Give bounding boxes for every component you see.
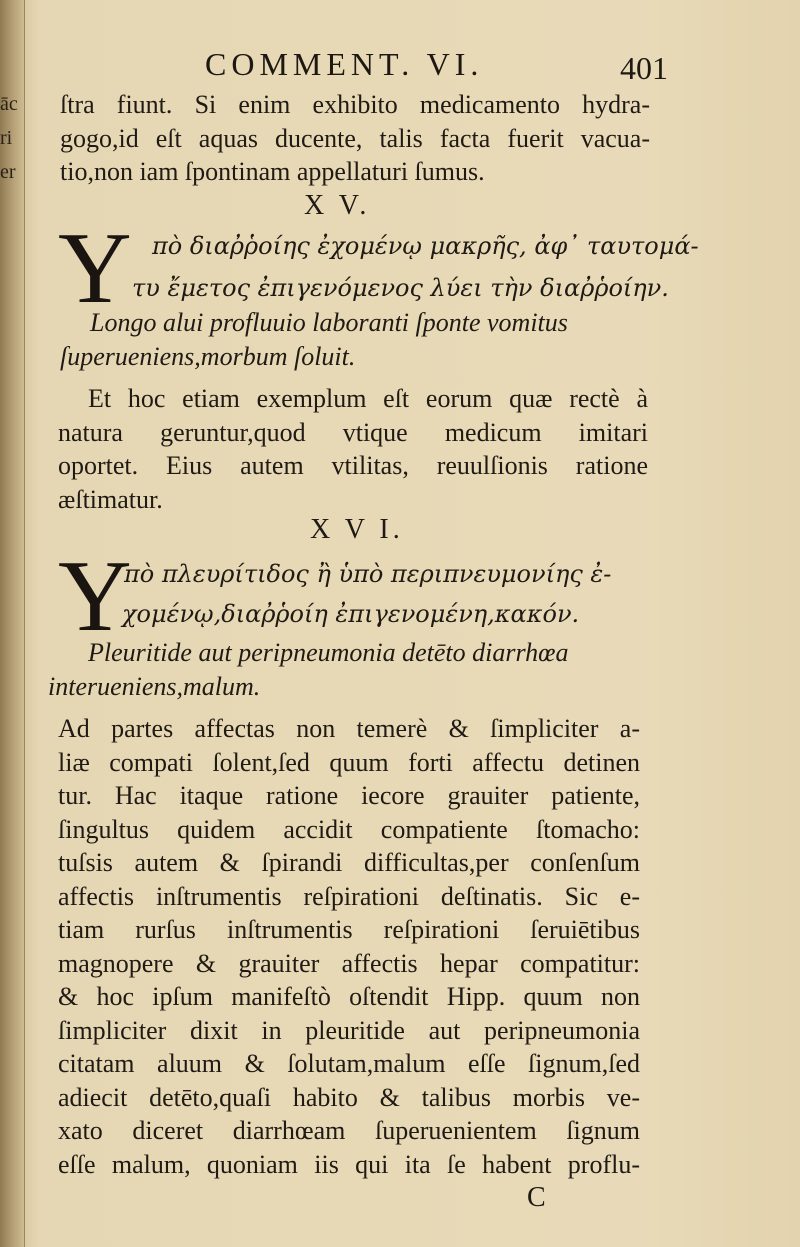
drop-cap-initial: Y [58, 212, 132, 325]
text-line: natura geruntur,quod vtique medicum imitari [58, 417, 648, 447]
gutter-fragment: er [0, 161, 16, 183]
drop-cap-initial: Y [58, 540, 132, 653]
text-line: Ad partes affectas non temerè & ſimpliciter a- [58, 714, 640, 743]
text-line: Et hoc etiam exemplum eſt eorum quæ rectè à [88, 384, 648, 413]
latin-aphorism [60, 306, 650, 373]
greek-aphorism-line: τυ ἔμετος ἐπιγενόμενος λύει τὴν διαῤῥοίην. [132, 274, 669, 302]
greek-aphorism-line: πὸ πλευρίτιδος ἢ ὑπὸ περιπνευμονίης ἐ- [124, 560, 612, 588]
greek-aphorism-line: χομένῳ,διαῤῥοίη ἐπιγενομένη,κακόν. [122, 600, 580, 628]
text-line: oportet. Eius autem vtilitas, reuulſionis ratione [58, 451, 648, 480]
text-line: affectis inſtrumentis reſpirationi deſtinatis. Sic e- [58, 881, 640, 911]
section-number-15: X V. [304, 190, 371, 221]
text-line: gogo,id eſt aquas ducente, talis facta fuerit vacua- [60, 123, 650, 153]
gutter-fragment: ri [0, 127, 13, 149]
text-line: interueniens,malum. [48, 671, 261, 701]
text-line: tur. Hac itaque ratione iecore grauiter patiente, [58, 781, 640, 810]
text-line: tio,non iam ſpontinam appellaturi ſumus. [60, 157, 485, 186]
section-number-16: X V I. [310, 514, 404, 545]
text-line: tuſsis autem & ſpirandi difficultas,per conſenſum [58, 848, 640, 877]
text-line: citatam aluum & ſolutam,malum eſſe ſignum,ſed [58, 1049, 640, 1078]
text-line: adiecit detēto,quaſi habito & talibus morbis ve- [58, 1082, 640, 1112]
text-line: ſimpliciter dixit in pleuritide aut peripneumonia [58, 1015, 640, 1045]
gutter-fragment: āc [0, 93, 18, 115]
text-line: tiam rurſus inſtrumentis reſpirationi ſeruiētibus [58, 915, 640, 944]
greek-aphorism-line: πὸ διαῤῥοίης ἐχομένῳ μακρῆς, ἀφ᾽ ταυτομά- [152, 232, 699, 260]
commentary-paragraph [58, 712, 640, 1181]
text-line: & hoc ipſum manifeſtò oſtendit Hipp. quum non [58, 982, 640, 1011]
text-line: Pleuritide aut peripneumonia detēto diarrhœa [88, 638, 569, 667]
latin-aphorism [48, 636, 648, 703]
text-line: æſtimatur. [58, 484, 163, 514]
text-line: ſtra fiunt. Si enim exhibito medicamento hydra- [60, 90, 650, 119]
text-line: eſſe malum, quoniam iis qui ita ſe habent proflu- [58, 1149, 640, 1179]
catchword: C [527, 1182, 546, 1213]
adjacent-page-gutter [0, 0, 25, 1247]
paragraph-continuation [60, 88, 650, 189]
running-title: COMMENT. VI. [205, 46, 484, 82]
text-line: ſuperueniens,morbum ſoluit. [60, 341, 356, 371]
text-line: xato diceret diarrhœam ſuperuenientem ſignum [58, 1116, 640, 1145]
commentary-paragraph [58, 382, 648, 516]
page-number: 401 [620, 50, 668, 86]
text-line: liæ compati ſolent,ſed quum forti affectu detinen [58, 747, 640, 777]
text-line: magnopere & grauiter affectis hepar compatitur: [58, 948, 640, 978]
text-line: ſingultus quidem accidit compatiente ſtomacho: [58, 814, 640, 844]
running-header [205, 46, 668, 86]
text-line: Longo alui profluuio laboranti ſponte vomitus [90, 308, 568, 337]
